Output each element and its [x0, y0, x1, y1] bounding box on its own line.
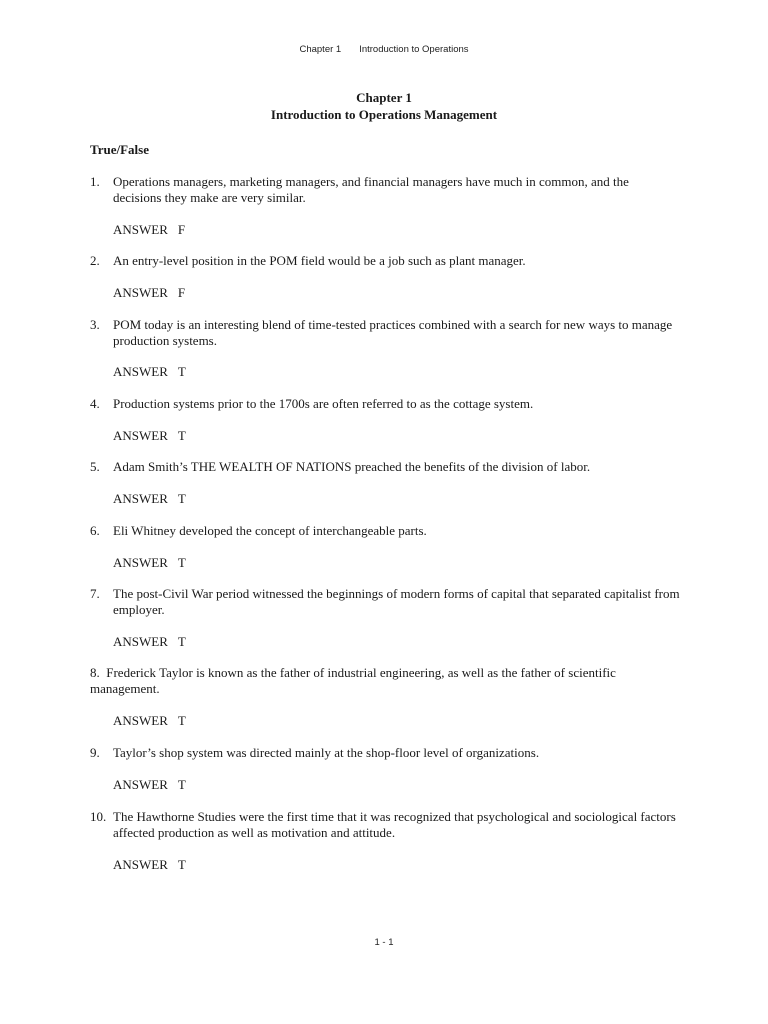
answer-label: ANSWER — [113, 777, 168, 792]
chapter-title-line1: Chapter 1 — [356, 90, 412, 105]
question-text: The post-Civil War period witnessed the beginnings of modern forms of capital that separated capitalist from employer. — [113, 586, 680, 617]
question-text: Adam Smith’s THE WEALTH OF NATIONS preached the benefits of the division of labor. — [113, 459, 591, 474]
question-text: Production systems prior to the 1700s are often referred to as the cottage system. — [113, 396, 534, 411]
answer-label: ANSWER — [113, 222, 168, 237]
question-text: POM today is an interesting blend of time-tested practices combined with a search for new ways to manage production systems. — [113, 317, 673, 348]
answer-label: ANSWER — [113, 713, 168, 728]
answer-label: ANSWER — [113, 364, 168, 379]
question-text: The Hawthorne Studies were the first time that it was recognized that psychological and sociological factors affected production as well as motivation and attitude. — [113, 809, 676, 840]
answer-2 — [113, 285, 185, 301]
question-number: 1. — [90, 174, 100, 189]
question-text: Taylor’s shop system was directed mainly at the shop-floor level of organizations. — [113, 745, 540, 760]
question-number: 10. — [90, 809, 107, 824]
question-3 — [90, 317, 680, 349]
answer-5 — [113, 491, 186, 507]
section-heading: True/False — [90, 142, 149, 157]
question-number: 8. — [90, 665, 100, 680]
answer-7 — [113, 634, 186, 650]
answer-value: T — [177, 555, 186, 570]
question-10 — [90, 809, 680, 841]
question-number: 9. — [90, 745, 100, 760]
answer-value: T — [177, 491, 186, 506]
question-1 — [90, 174, 680, 206]
question-text: Operations managers, marketing managers, and financial managers have much in common, and the decisions they make are very similar. — [113, 174, 629, 205]
answer-value: F — [177, 285, 186, 300]
answer-value: T — [177, 428, 186, 443]
question-9 — [90, 745, 680, 761]
question-number: 6. — [90, 523, 100, 538]
question-number: 7. — [90, 586, 100, 601]
question-text: Frederick Taylor is known as the father of industrial engineering, as well as the father of scientific management. — [90, 665, 616, 696]
answer-3 — [113, 364, 186, 380]
question-text: An entry-level position in the POM field would be a job such as plant manager. — [113, 253, 526, 268]
question-8 — [90, 665, 680, 697]
answer-label: ANSWER — [113, 555, 168, 570]
answer-label: ANSWER — [113, 491, 168, 506]
question-text: Eli Whitney developed the concept of interchangeable parts. — [113, 523, 427, 538]
answer-label: ANSWER — [113, 285, 168, 300]
answer-value: T — [177, 634, 186, 649]
running-header-chapter: Chapter 1 — [299, 44, 342, 55]
answer-value: T — [177, 364, 186, 379]
answer-value: T — [177, 777, 186, 792]
answer-label: ANSWER — [113, 428, 168, 443]
question-2 — [90, 253, 680, 269]
chapter-title-line2: Introduction to Operations Management — [270, 107, 498, 122]
answer-value: T — [177, 857, 186, 872]
answer-label: ANSWER — [113, 634, 168, 649]
question-6 — [90, 523, 680, 539]
answer-4 — [113, 428, 186, 444]
question-number: 3. — [90, 317, 100, 332]
page-number: 1 - 1 — [374, 937, 394, 948]
question-number: 5. — [90, 459, 100, 474]
answer-10 — [113, 857, 186, 873]
answer-9 — [113, 777, 186, 793]
running-header — [0, 44, 768, 55]
running-header-topic: Introduction to Operations — [359, 44, 469, 55]
answer-8 — [113, 713, 186, 729]
chapter-title — [0, 89, 768, 123]
answer-1 — [113, 222, 185, 238]
question-5 — [90, 459, 680, 475]
answer-6 — [113, 555, 186, 571]
question-4 — [90, 396, 680, 412]
answer-label: ANSWER — [113, 857, 168, 872]
answer-value: F — [177, 222, 186, 237]
answer-value: T — [177, 713, 186, 728]
question-number: 2. — [90, 253, 100, 268]
question-7 — [90, 586, 680, 618]
question-number: 4. — [90, 396, 100, 411]
